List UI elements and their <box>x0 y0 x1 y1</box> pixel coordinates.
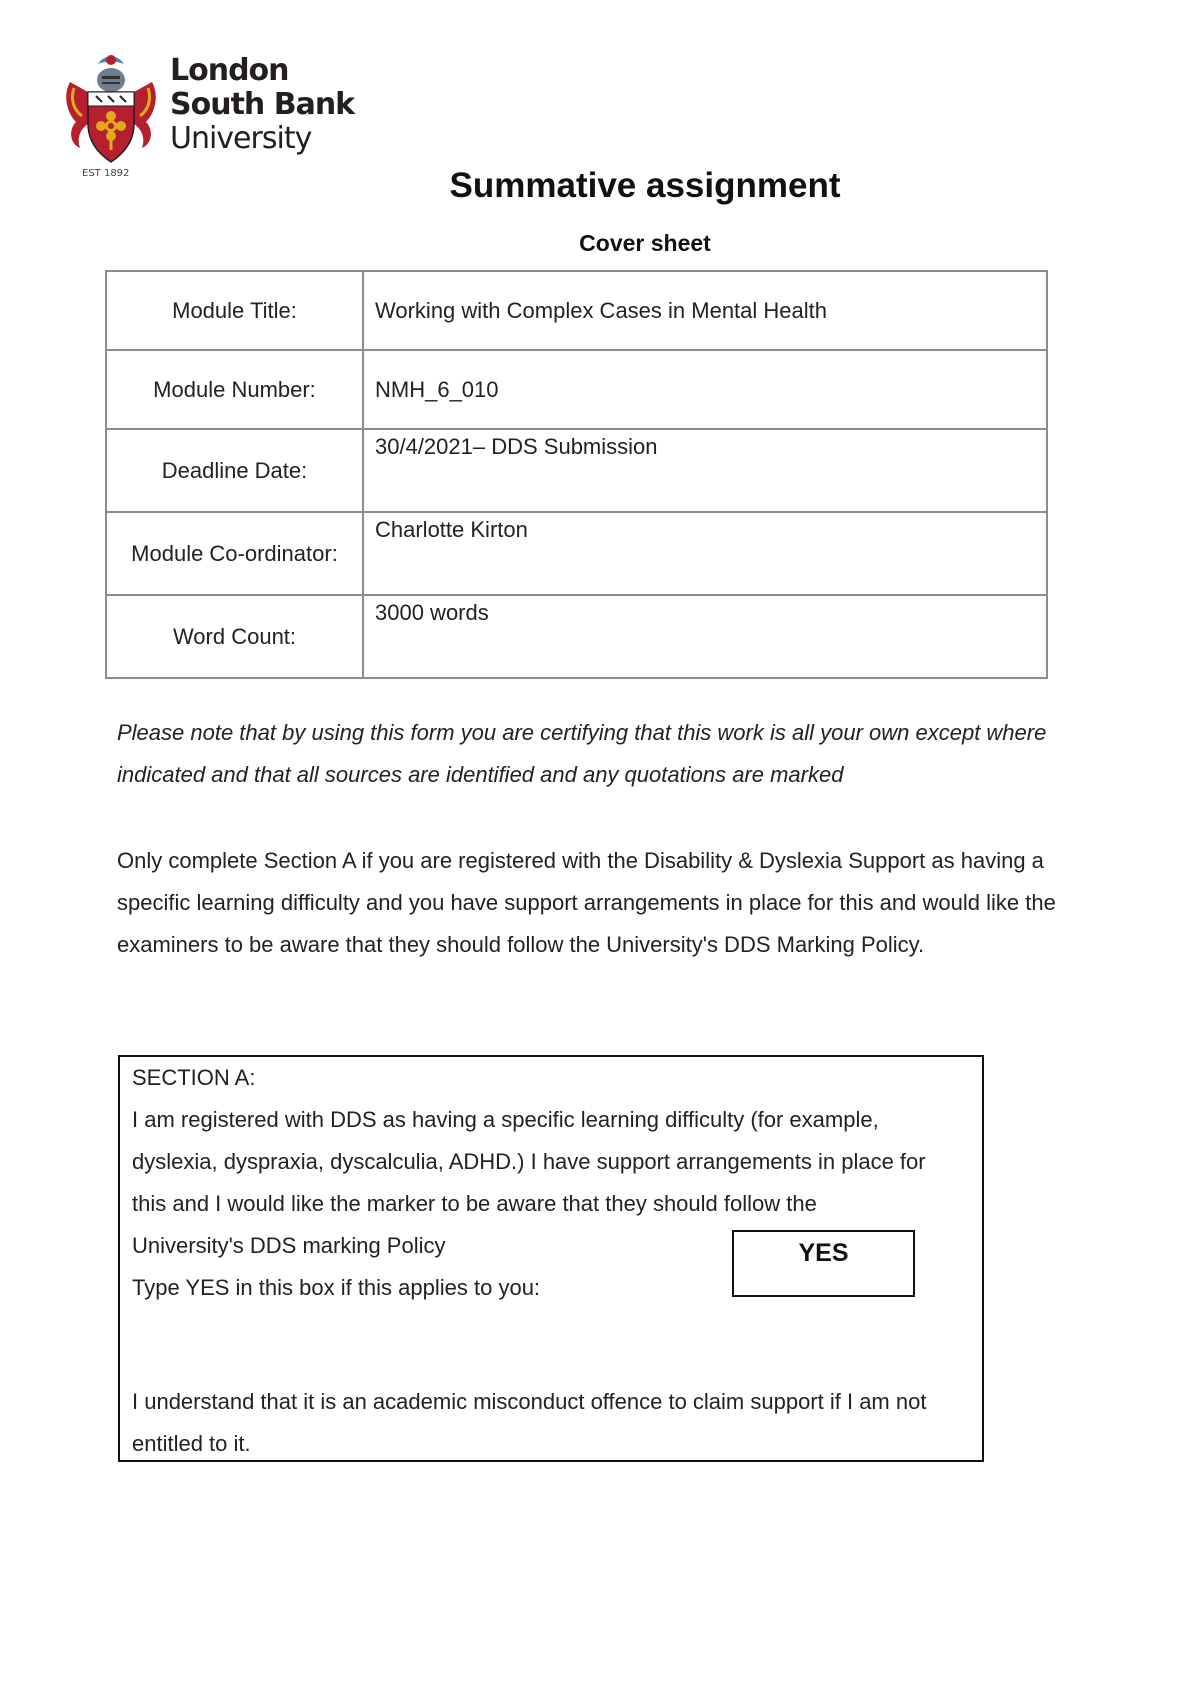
logo-line-1: London <box>170 53 289 88</box>
table-row <box>106 595 1047 678</box>
page-subtitle: Cover sheet <box>579 230 711 256</box>
section-a-box <box>118 1055 984 1462</box>
logo-wordmark <box>170 54 354 156</box>
section-a-statement: I am registered with DDS as having a specific learning difficulty (for example, dyslexia, dyspraxia, dyscalculia, ADHD.) I have support arrangements in place for this and I would like the marker to be aware that they should follow the University's DDS marking Policy <box>132 1107 926 1258</box>
module-coordinator-value: Charlotte Kirton <box>363 512 1047 595</box>
module-title-value: Working with Complex Cases in Mental Health <box>363 271 1047 350</box>
section-a-heading: SECTION A: <box>132 1065 256 1090</box>
section-a-prompt: Type YES in this box if this applies to you: <box>132 1275 541 1300</box>
section-a-instruction: Only complete Section A if you are registered with the Disability & Dyslexia Support as having a specific learning difficulty and you have support arrangements in place for this and would like the examiners to be aware that they should follow the University's DDS Marking Policy. <box>117 848 1056 957</box>
table-row <box>106 512 1047 595</box>
deadline-date-label: Deadline Date: <box>106 429 363 512</box>
deadline-date-value: 30/4/2021– DDS Submission <box>363 429 1047 512</box>
table-row <box>106 350 1047 429</box>
module-coordinator-label: Module Co-ordinator: <box>106 512 363 595</box>
coat-of-arms-icon <box>62 52 160 164</box>
module-info-table <box>105 270 1048 679</box>
module-number-value: NMH_6_010 <box>363 350 1047 429</box>
table-row <box>106 429 1047 512</box>
university-logo <box>62 52 362 182</box>
logo-line-2: South Bank <box>170 87 355 122</box>
module-title-label: Module Title: <box>106 271 363 350</box>
page-title: Summative assignment <box>449 166 841 205</box>
word-count-value: 3000 words <box>363 595 1047 678</box>
yes-answer-box[interactable]: YES <box>732 1230 915 1297</box>
logo-est: EST 1892 <box>82 168 130 179</box>
word-count-label: Word Count: <box>106 595 363 678</box>
table-row <box>106 271 1047 350</box>
misconduct-declaration: I understand that it is an academic misconduct offence to claim support if I am not entitled to it. <box>132 1389 927 1456</box>
certification-note: Please note that by using this form you are certifying that this work is all your own except where indicated and that all sources are identified and any quotations are marked <box>117 720 1047 787</box>
logo-line-3: University <box>170 121 312 156</box>
module-number-label: Module Number: <box>106 350 363 429</box>
